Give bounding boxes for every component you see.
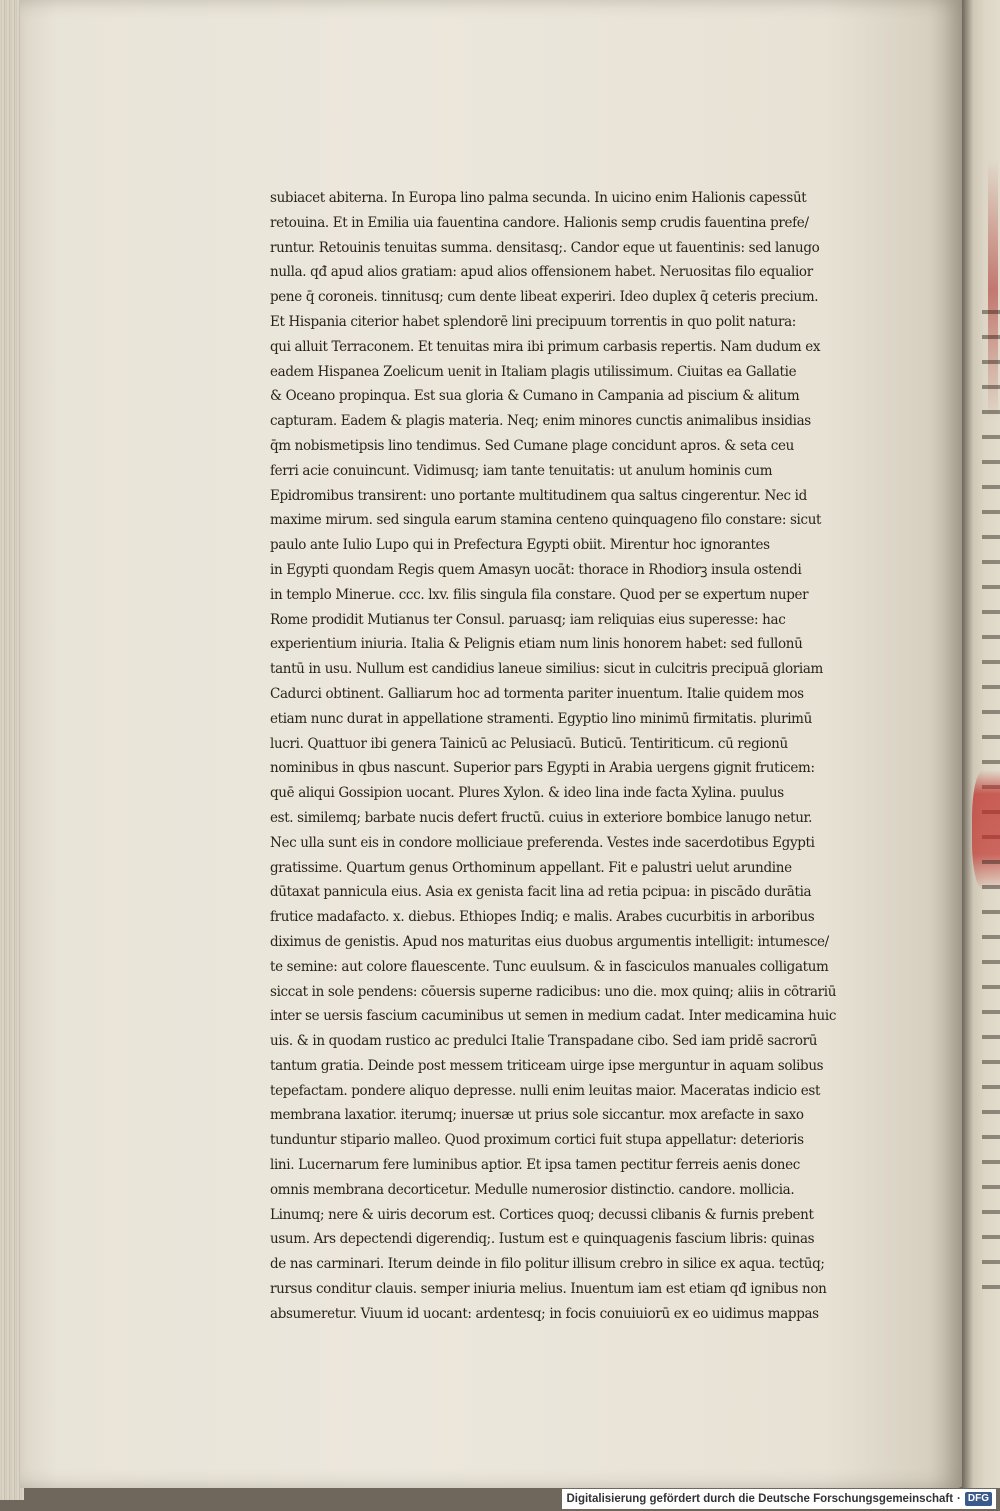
text-line: dūtaxat pannicula eius. Asia ex genista facit lina ad retia pcipua: in piscādo durātia — [270, 884, 812, 901]
text-line: uis. & in quodam rustico ac predulci Italie Transpadane cibo. Sed iam pridē sacrorū — [270, 1033, 818, 1050]
text-line: pene q̄ coroneis. tinnitusq; cum dente libeat experiri. Ideo duplex q̄ ceteris precium. — [270, 289, 819, 306]
text-line: est. similemq; barbate nucis defert fructū. cuius in exteriore bombice lanugo netur. — [270, 809, 813, 826]
footer-credit-text: Digitalisierung gefördert durch die Deutsche Forschungsgemeinschaft — [566, 1493, 954, 1505]
text-line: ferri acie conuincunt. Vidimusq; iam tante tenuitatis: ut anulum hominis cum — [270, 462, 773, 479]
text-line: eadem Hispanea Zoelicum uenit in Italiam plagis utilissimum. Ciuitas ea Gallatie — [270, 363, 797, 380]
text-line: de nas carminari. Iterum deinde in filo politur illisum crebro in silice ex aqua. tectūq; — [270, 1256, 825, 1273]
text-line: diximus de genistis. Apud nos maturitas eius duobus argumentis intelligit: intumesce/ — [270, 933, 829, 950]
page-text-column — [270, 186, 910, 1327]
text-line: paulo ante Iulio Lupo qui in Prefectura Egypti obiit. Mirentur hoc ignorantes — [270, 537, 770, 554]
text-line: Rome prodidit Mutianus ter Consul. paruasq; iam reliquias eius superesse: hac — [270, 611, 786, 628]
text-line: siccat in sole pendens: cōuersis superne radicibus: uno die. mox quinq; aliis in cōtrariū — [270, 983, 837, 1000]
text-line: rursus conditur clauis. semper iniuria melius. Inuentum iam est etiam qđ ignibus non — [270, 1281, 827, 1298]
text-line: quē aliqui Gossipion uocant. Plures Xylon. & ideo lina inde facta Xylina. puulus — [270, 785, 784, 802]
footer-separator: · — [957, 1493, 961, 1505]
text-line: te semine: aut colore flauescente. Tunc euulsum. & in fasciculos manuales colligatum — [270, 958, 829, 975]
text-line: Linumq; nere & uiris decorum est. Cortices quoq; decussi clibanis & furnis prebent — [270, 1206, 814, 1223]
text-line: tepefactam. pondere aliquo depresse. nulli enim leuitas maior. Maceratas indicio est — [270, 1082, 821, 1099]
text-line: tantum gratia. Deinde post messem triticeam uirge ipse merguntur in aquam solibus — [270, 1057, 824, 1074]
text-line: absumeretur. Viuum id uocant: ardentesq; in focis conuiuiorū ex eo uidimus mappas — [270, 1305, 819, 1322]
dfg-logo-icon: DFG — [965, 1492, 992, 1506]
text-line: nominibus in qbus nascunt. Superior pars Egypti in Arabia uergens gignit fruticem: — [270, 760, 815, 777]
text-line: in templo Minerue. ccc. lxv. filis singula fila constare. Quod per se expertum nuper — [270, 586, 809, 603]
text-line: etiam nunc durat in appellatione stramenti. Egyptio lino minimū firmitatis. plurimū — [270, 710, 812, 727]
text-line: q̄m nobismetipsis lino tendimus. Sed Cumane plage concidunt apros. & seta ceu — [270, 437, 794, 454]
facing-page-text-fragment-lower — [982, 850, 1000, 1310]
facing-page-text-fragment — [982, 300, 1000, 840]
text-line: omnis membrana decorticetur. Medulle numerosior distinctio. candore. mollicia. — [270, 1181, 795, 1198]
text-line: runtur. Retouinis tenuitas summa. densitasq;. Candor eque ut fauentinis: sed lanugo — [270, 239, 820, 256]
text-line: inter se uersis fascium cacuminibus ut semen in medium cadat. Inter medicamina huic — [270, 1008, 837, 1025]
text-line: tantū in usu. Nullum est candidius laneue similius: sicut in culcitris precipuā gloriam — [270, 661, 823, 678]
text-line: Epidromibus transirent: uno portante multitudinem qua saltus cingerentur. Nec id — [270, 487, 807, 504]
text-line: usum. Ars depectendi digerendiq;. Iustum est e quinquagenis fascium libris: quinas — [270, 1231, 815, 1248]
text-line: maxime mirum. sed singula earum stamina centeno quinquageno filo constare: sicut — [270, 512, 822, 529]
text-line: qui alluit Terraconem. Et tenuitas mira ibi primum carbasis repertis. Nam dudum ex — [270, 338, 821, 355]
text-line: in Egypti quondam Regis quem Amasyn uocāt: thorace in Rhodiorꝫ insula ostendi — [270, 561, 802, 578]
text-line: tunduntur stipario malleo. Quod proximum cortici fuit stupa appellatur: deterioris — [270, 1132, 804, 1149]
text-line: experientium iniuria. Italia & Pelignis etiam num linis honorem habet: sed fullonū — [270, 636, 803, 653]
text-line: & Oceano propinqua. Est sua gloria & Cumano in Campania ad piscium & alitum — [270, 388, 800, 405]
text-line: Cadurci obtinent. Galliarum hoc ad tormenta pariter inuentum. Italie quidem mos — [270, 685, 804, 702]
text-line: gratissime. Quartum genus Orthominum appellant. Fit e palustri uelut arundine — [270, 859, 792, 876]
text-line: lini. Lucernarum fere luminibus aptior. Et ipsa tamen pectitur ferreis aenis donec — [270, 1157, 800, 1174]
text-line: membrana laxatior. iterumq; inuersæ ut prius sole siccantur. mox arefacte in saxo — [270, 1107, 804, 1124]
text-line: Et Hispania citerior habet splendorē lini precipuum torrentis in quo polit natura: — [270, 313, 796, 330]
text-line: lucri. Quattuor ibi genera Tainicū ac Pelusiacū. Buticū. Tentiriticum. cū regionū — [270, 735, 788, 752]
digitization-credit — [562, 1489, 996, 1509]
text-line: capturam. Eadem & plagis materia. Neq; enim minores cunctis animalibus insidias — [270, 413, 811, 430]
text-line: subiacet abiterna. In Europa lino palma secunda. In uicino enim Halionis capessūt — [270, 190, 807, 206]
text-line: retouina. Et in Emilia uia fauentina candore. Halionis semp crudis fauentina prefe/ — [270, 214, 809, 231]
text-line: Nec ulla sunt eis in condore molliciaue preferenda. Vestes inde sacerdotibus Egypti — [270, 834, 815, 851]
text-line: frutice madafacto. x. diebus. Ethiopes Indiq; e malis. Arabes cucurbitis in arboribus — [270, 909, 815, 926]
text-line: nulla. qđ apud alios gratiam: apud alios offensionem habet. Neruositas filo equalior — [270, 264, 813, 281]
